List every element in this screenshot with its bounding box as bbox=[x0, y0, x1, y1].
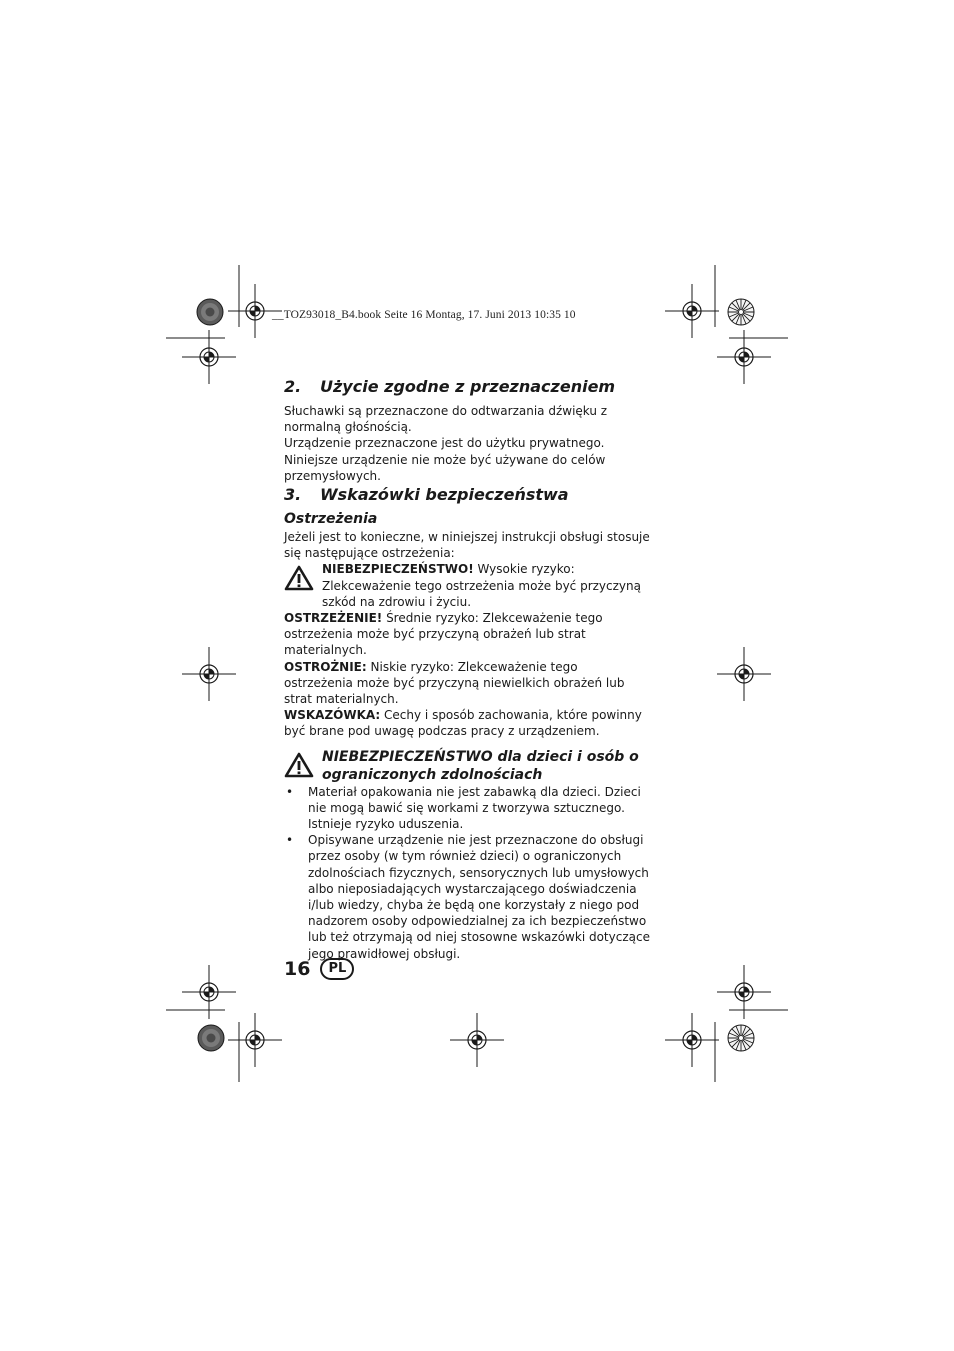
warning-level-text bbox=[284, 659, 650, 708]
danger-heading-line: NIEBEZPIECZEŃSTWO dla dzieci i osób o bbox=[322, 748, 639, 765]
page-number: 16 bbox=[284, 958, 311, 980]
warning-description: Niskie ryzyko: Zlekceważenie tego ostrzeżenia może być przyczyną niewielkich obrażeń lub strat materialnych. bbox=[284, 659, 625, 707]
warning-description: Średnie ryzyko: Zlekceważenie tego ostrzeżenia może być przyczyną obrażeń lub strat materialnych. bbox=[284, 611, 603, 658]
section-number: 3. bbox=[284, 485, 302, 505]
registration-mark-icon bbox=[665, 284, 719, 338]
section-number: 2. bbox=[284, 377, 302, 396]
danger-level-row bbox=[284, 561, 650, 610]
bullet-icon: • bbox=[286, 833, 294, 848]
warning-level-text bbox=[284, 610, 650, 659]
safety-bullet-list bbox=[284, 784, 650, 962]
document-content bbox=[284, 376, 650, 962]
list-item bbox=[284, 784, 650, 833]
paragraph: Niniejsze urządzenie nie może być używane do celów przemysłowych. bbox=[284, 452, 606, 483]
registration-mark-icon bbox=[182, 965, 236, 1019]
warning-description: Wysokie ryzyko: Zlekceważenie tego ostrzeżenia może być przyczyną szkód na zdrowiu i życiu. bbox=[322, 562, 641, 609]
registration-mark-icon bbox=[717, 965, 771, 1019]
paragraph: Słuchawki są przeznaczone do odtwarzania dźwięku z normalną głośnością. bbox=[284, 404, 608, 435]
section-heading bbox=[284, 484, 650, 506]
color-bar-mark-icon bbox=[198, 1025, 224, 1051]
section-heading bbox=[284, 376, 650, 398]
list-item-text: Opisywane urządzenie nie jest przeznaczone do obsługi przez osoby (w tym również dzieci) o ograniczonych zdolnościach fizycznych, sensorycznych lub umysłowych albo nieposiadających wystarczającego doświadczenia i/lub wiedzy, chyba że będą one korzystały z niego pod nadzorem osoby odpowiedzialnej za ich bezpieczeństwo lub też otrzymają od niej stosowne wskazówki dotyczące jego prawidłowej obsługi. bbox=[308, 833, 650, 961]
color-bar-mark-icon bbox=[728, 1025, 754, 1051]
list-item-text: Materiał opakowania nie jest zabawką dla dzieci. Dzieci nie mogą bawić się workami z tworzywa sztucznego. Istnieje ryzyko uduszenia. bbox=[308, 784, 641, 832]
registration-mark-icon bbox=[665, 1013, 719, 1067]
paragraph: Urządzenie przeznaczone jest do użytku prywatnego. bbox=[284, 436, 605, 451]
warning-triangle-icon bbox=[284, 740, 322, 784]
registration-mark-icon bbox=[717, 647, 771, 701]
registration-mark-icon bbox=[450, 1013, 504, 1067]
bullet-icon: • bbox=[286, 784, 294, 799]
language-badge: PL bbox=[320, 958, 354, 980]
list-item bbox=[284, 832, 650, 962]
warning-level-text bbox=[284, 707, 650, 739]
color-bar-mark-icon bbox=[728, 299, 754, 325]
danger-heading-line: ograniczonych zdolnościach bbox=[322, 766, 543, 783]
warning-term: OSTRZEŻENIE! bbox=[284, 611, 383, 626]
file-header: __TOZ93018_B4.book Seite 16 Montag, 17. Juni 2013 10:35 10 bbox=[272, 309, 576, 321]
warning-triangle-icon bbox=[284, 561, 322, 610]
paragraph: Jeżeli jest to konieczne, w niniejszej instrukcji obsługi stosuje się następujące ostrzeżenia: bbox=[284, 530, 650, 561]
registration-mark-icon bbox=[182, 647, 236, 701]
warning-term: NIEBEZPIECZEŃSTWO! bbox=[322, 562, 474, 577]
section-title: Użycie zgodne z przeznaczeniem bbox=[320, 377, 616, 396]
section-title: Wskazówki bezpieczeństwa bbox=[320, 485, 569, 505]
registration-mark-icon bbox=[228, 1013, 282, 1067]
danger-children-heading-row bbox=[284, 740, 650, 784]
color-bar-mark-icon bbox=[197, 299, 223, 325]
section-body bbox=[284, 403, 650, 484]
subsection-title: Ostrzeżenia bbox=[284, 511, 378, 528]
warning-description: Cechy i sposób zachowania, które powinny być brane pod uwagę podczas pracy z urządzeniem. bbox=[284, 708, 642, 739]
warning-level-text bbox=[322, 561, 650, 610]
warning-term: OSTROŻNIE: bbox=[284, 659, 367, 674]
page-footer bbox=[284, 958, 354, 980]
warning-term: WSKAZÓWKA: bbox=[284, 708, 381, 723]
danger-heading bbox=[322, 748, 639, 784]
